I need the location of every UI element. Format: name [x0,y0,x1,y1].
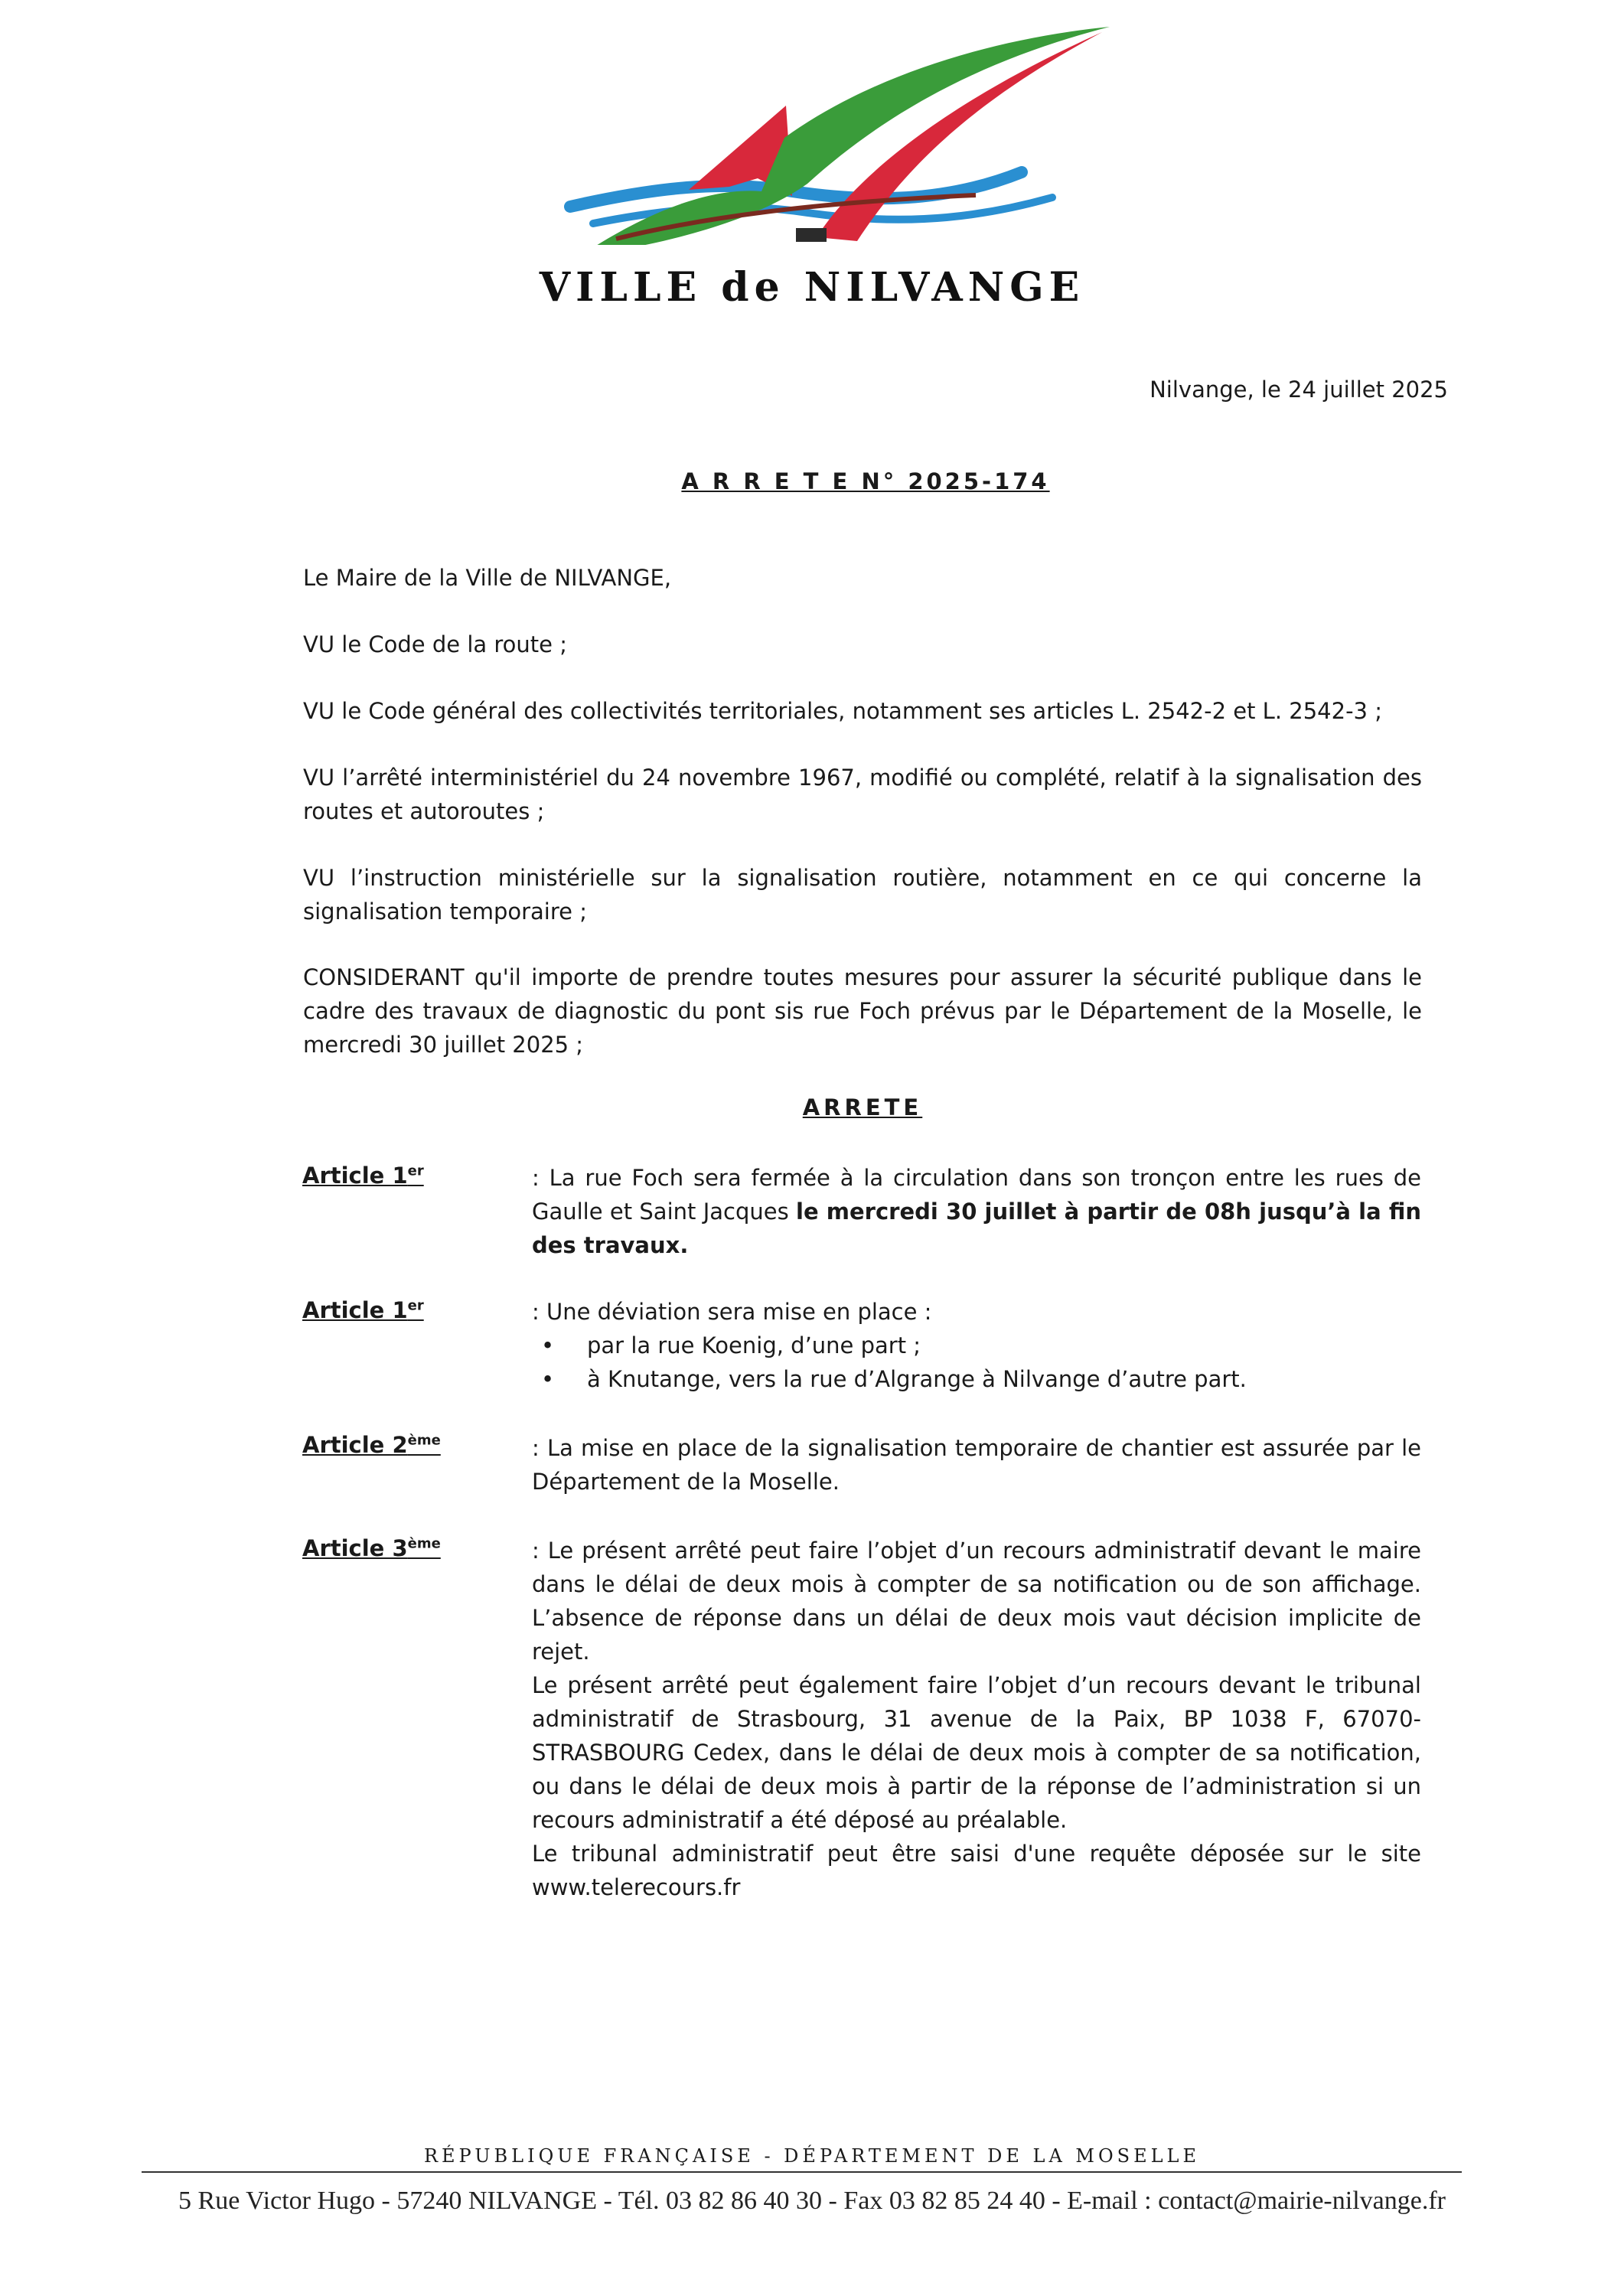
article-label [302,1163,424,1189]
footer-rule [142,2171,1462,2173]
article-label [302,1432,441,1458]
article-label-text: Article 3 [302,1535,408,1561]
article-paragraph: Le tribunal administratif peut être saisi d'une requête déposée sur le site www.telerecours.fr [532,1841,1421,1900]
article-body [532,1534,1421,1904]
town-name: VILLE de NILVANGE [539,264,1085,311]
section-title: ARRETE [802,1094,923,1120]
article-text-bold: le mercredi 30 juillet à partir de 08h jusqu’à la fin des travaux. [532,1199,1421,1258]
article-label-sup: ème [407,1432,441,1449]
article-body [532,1161,1421,1262]
article-paragraph: : Le présent arrêté peut faire l’objet d’un recours administratif devant le maire dans le délai de deux mois à compter de sa notification ou de son affichage. L’absence de réponse dans un délai de deux mois vaut décision implicite de rejet. [532,1538,1421,1665]
detour-item: • par la rue Koenig, d’une part ; [587,1329,1421,1362]
preamble-considerant: CONSIDERANT qu'il importe de prendre toutes mesures pour assurer la sécurité publique dans le cadre des travaux de diagnostic du pont sis rue Foch prévus par le Département de la Moselle, le mercredi 30 juillet 2025 ; [303,964,1422,1058]
article-label-sup: er [407,1297,424,1314]
preamble-mayor: Le Maire de la Ville de NILVANGE, [303,565,672,591]
article-paragraph: Le présent arrêté peut également faire l’objet d’un recours devant le tribunal administratif de Strasbourg, 31 avenue de la Paix, BP 1038 F, 67070-STRASBOURG Cedex, dans le délai de deux mois à compter de sa notification, ou dans le délai de deux mois à partir de la réponse de l’administration si un recours administratif a été déposé au préalable. [532,1672,1421,1833]
preamble-vu-instruction: VU l’instruction ministérielle sur la signalisation routière, notamment en ce qui concerne la signalisation temporaire ; [303,865,1422,925]
detour-list [532,1329,1421,1396]
decree-title: A R R E T E N° 2025-174 [681,468,1050,494]
article-text: : La rue Foch sera fermée à la circulation dans son tronçon entre les rues de Gaulle et Saint Jacques [532,1165,1421,1225]
article-label [302,1535,441,1561]
preamble-vu-arrete: VU l’arrêté interministériel du 24 novembre 1967, modifié ou complété, relatif à la signalisation des routes et autoroutes ; [303,765,1422,824]
article-text: : Une déviation sera mise en place : [532,1299,932,1325]
detour-item: • à Knutange, vers la rue d’Algrange à Nilvange d’autre part. [587,1362,1421,1396]
article-label-text: Article 2 [302,1432,408,1458]
nilvange-logo [563,23,1114,245]
date-line: Nilvange, le 24 juillet 2025 [1150,377,1448,403]
preamble-vu-cgct: VU le Code général des collectivités territoriales, notamment ses articles L. 2542-2 et L. 2542-3 ; [303,698,1382,724]
article-label-text: Article 1 [302,1297,408,1323]
footer-address: 5 Rue Victor Hugo - 57240 NILVANGE - Tél. 03 82 86 40 30 - Fax 03 82 85 24 40 - E-mail : contact@mairie-nilvange.fr [178,2187,1446,2215]
article-label-text: Article 1 [302,1163,408,1189]
article-body [532,1295,1421,1396]
article-label [302,1297,424,1323]
logo-base-mark [796,228,827,242]
article-label-sup: er [407,1163,424,1179]
article-body: : La mise en place de la signalisation temporaire de chantier est assurée par le Département de la Moselle. [532,1435,1421,1495]
article-label-sup: ème [407,1535,441,1552]
footer-republique: RÉPUBLIQUE FRANÇAISE - DÉPARTEMENT DE LA MOSELLE [423,2145,1201,2167]
preamble-vu-code-route: VU le Code de la route ; [303,631,567,657]
